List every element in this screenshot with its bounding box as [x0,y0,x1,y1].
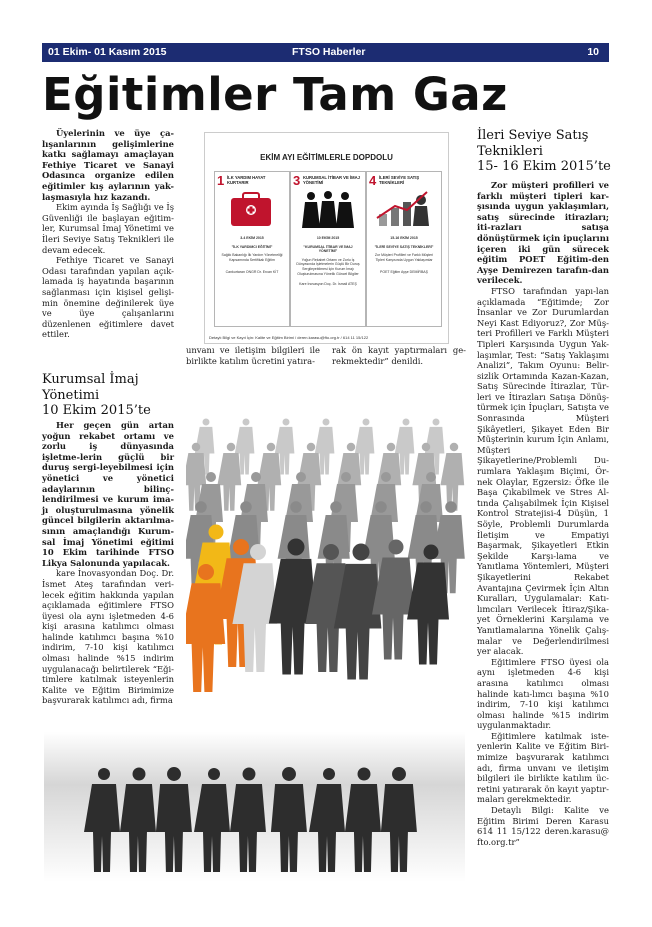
kurumsal-imaj-heading [42,372,182,419]
poster-box-satis [366,171,442,327]
first-aid-kit-image [219,188,285,232]
heading-line: Kurumsal İmaj [42,372,139,387]
intro-text [42,128,174,340]
poster-desc: Sağlık Bakanlığı İlk Yardım Yönetmeliği Kapsamında Sertifikalı Eğitim [221,253,283,262]
poster-trainer: Cankurtaran ONGR Dr. Ercan KİT [225,270,279,275]
poster-box-text [370,236,438,275]
heading-line: Teknikleri [477,143,543,159]
body-paragraph: Detaylı Bilgi: Kalite ve Eğitim Birimi Deren Karasu 614 11 15/122 deren.karasu@ fto.org.tr” [477,805,609,847]
businessmen-image [295,188,361,232]
poster-name: "İLK YARDIMCI EĞİTİMİ" [231,244,273,249]
poster-desc: Zor Müşteri Profilleri ve Farklı Müşteri Tipleri Karşısında Uygun Yaklaşımlar [374,253,434,262]
poster-box-head: İLERİ SEVİYE SATIŞ TEKNİKLERİ [379,175,420,185]
body-paragraph: Eğitimlere FTSO üyesi ola aynı işletmeden 4-6 kişi arasına katılımcı olması halinde katı-lımcı başına %10 indirim, 7-10 kişi katılımcı olması halinde %15 indirim uygulanmaktadır. [477,656,609,731]
training-poster [204,132,449,344]
poster-box-number: 3 [293,173,301,188]
body-paragraph: rak ön kayıt yaptırmaları ge-rekmektedir” denildi. [332,345,466,366]
mid-text-left [186,345,320,366]
business-silhouettes-image [44,732,465,882]
ileri-seviye-heading [477,128,617,175]
poster-desc: Yoğun Rekabet Ortamı ve Zorlu İş Dünyasında İşletmelerin Güçlü Bir Duruş Sergileyebilmesi İçin Kurum İmajı Oluşturulmasına Yönelik Güncel Bilgiler [296,257,360,276]
intro-paragraph: Ekim ayında İş Sağlığı ve İş Güvenliği ile başlayan eğitim-ler, Kurumsal İmaj Yönetimi ve İleri Seviye Satış Teknikleri ile devam edecek. [42,202,174,255]
poster-date: 15-16 EKİM 2015 [390,236,418,240]
poster-name: "KURUMSAL İTİBAR VE İMAJ YÖNETİMİ" [303,244,353,254]
poster-trainer: POET Eğitim Ayşe DEMİRBAŞ [380,270,428,275]
poster-box-number: 4 [369,173,377,188]
poster-box-text [294,236,362,287]
poster-box-head: KURUMSAL İTİBAR VE İMAJ YÖNETİMİ [303,175,360,185]
page-title: Eğitimler Tam Gaz [42,68,508,121]
body-paragraph: kare İnovasyondan Doç. Dr. İsmet Ateş tarafından veri-lecek eğitim hakkında yapılan açıklamada eğitimlere FTSO üyesi ola aynı işletmeden 4-6 kişi arasına katılımcı olması halinde katılımcı başına %10 indirim, 7-10 kişi katılımcı olması halinde %15 indirim uygulanacağı belirtilerek “Eği-timlere katılmak isteyenlerin Kalite ve Eğitim Birimimize başvurarak katılımcı adı, firma [42,568,174,706]
body-paragraph: Her geçen gün artan yoğun rekabet ortamı ve zorlu iş dünyasında işletme-lerin güçlü bir duruş sergi-leyebilmesi için yönetici ve yönetici adaylarının bilinç-lendirilmesi ve kurum ima-jı oluşturulmasına yönelik güncel bilgilerin aktarılma-sının amaçlandığı Kurum-sal İmaj Yönetimi eğitimi 10 Ekim tarihinde FTSO Likya Salonunda yapılacak. [42,420,174,568]
kurumsal-imaj-text [42,420,174,706]
poster-box-head: İLK YARDIM HAYAT KURTARIR [227,175,266,185]
poster-box-text [218,236,286,275]
body-paragraph: Eğitimlere katılmak iste-yenlerin Kalite ve Eğitim Biri-mimize başvurarak katılımcı adı, firma unvanı ve iletişim bilgileri ile birlikte katılım üc-retini yatırarak ön kayıt yaptır-maları gerekmektedir. [477,730,609,805]
heading-line: 10 Ekim 2015’te [42,403,151,418]
body-paragraph: Zor müşteri profilleri ve farklı müşteri tipleri kar-şısında uygun yaklaşımları, satış sürecinde itirazları; iti-razları satışa dönüştürmek için ipuçlarını içeren iki gün sürecek eğitim POET Eğitim-den Ayşe Demirezen tarafın-dan verilecek. [477,180,609,286]
poster-date: 10 EKİM 2015 [316,236,340,240]
poster-box-first-aid [214,171,290,327]
body-paragraph: FTSO tarafından yapı-lan açıklamada “Eğitimde; Zor İnsanlar ve Zor Durumlardan Neyi Kast Ediyoruz?, Zor Müş-teri Profilleri ve Farklı Müşteri Tipleri Karşısında Uygun Yak-laşımlar, Test: “Satış Yaklaşımı Analizi”, Takım Oyunu: Belir-sizlik Ortamında Kazan-Kazan, Satış Sürecinde İtirazlar, Tür-leri ve İtirazları Satışa Dönüş-türmek için İpuçları, Satışta ve Sonrasında Müşteri Şikâyetleri, Şikayet Eden Bir Müşterinin kurum İçin Anlamı, Müşteri Şikayetlerine/Problemli Du-rumlara Yaklaşım Biçimi, Ör-nek Olaylar, Egzersiz: Öfke ile Başa Çıkabilmek ve Stres Al-tında Çalışabilmek İçin Kişisel Kontrol Stratejisi-4 Düşün, 1 Söyle, Problemli Durumlarda İletişim ve Empatiyi Başarmak, Şikayetleri Etkin Şekilde Karşı-lama ve Yanıtlama Yöntemleri, Müşteri Şikayetlerini Rekabet Avantajına Çevirmek İçin Altın Kuralları, Uygulamalar: Katı-lımcıları Verilecek İtiraz/Şika-yet Örneklerini Karşılama ve Yanıtlamalarına Yönelik Çalış-malar ve Değerlendirilmesi yer alacak. [477,285,609,657]
section-name: FTSO Haberler [292,46,366,58]
intro-paragraph: Üyelerinin ve üye ça-lışanlarının gelişimlerine katkı sağlamayı amaçlayan Fethiye Ticaret ve Sanayi Odasınca organize edilen eğitimler kış aylarının yak-laşmasıyla hız kazandı. [42,128,174,202]
mid-text-right [332,345,466,366]
intro-paragraph: Fethiye Ticaret ve Sanayi Odası tarafından yapılan açık-lamada iş hayatında başarının sağlanması için kişisel gelişi-min önemine değinilerek üye ve üye çalışanlarını düzenlenen eğitimlere davet ettiler. [42,255,174,340]
heading-line: İleri Seviye Satış [477,128,589,143]
poster-trainer: Kare İnovasyon Doç. Dr. İsmail ATEŞ [299,282,357,287]
crowd-illustration [186,402,465,732]
header-bar [42,43,609,62]
poster-date: 3-4 EKİM 2015 [240,236,264,240]
poster-title: EKİM AYI EĞİTİMLERLE DOPDOLU [260,153,393,162]
heading-line: Yönetimi [42,387,100,403]
poster-footer: Detaylı Bilgi ve Kayıt İçin: Kalite ve Eğitim Birimi / deren.karasu@fto.org.tr / 614 11 15/122 [209,335,369,340]
issue-date: 01 Ekim- 01 Kasım 2015 [48,46,167,58]
poster-name: "İLERİ SEVİYE SATIŞ TEKNİKLERİ" [374,244,434,249]
ileri-seviye-text [477,180,609,847]
poster-box-imaj [290,171,366,327]
body-paragraph: unvanı ve iletişim bilgileri ile birlikte katılım ücretini yatıra- [186,345,320,366]
sales-graph-image [371,188,437,232]
page-number: 10 [587,46,599,58]
heading-line: 15- 16 Ekim 2015’te [477,159,611,174]
poster-box-number: 1 [217,173,225,188]
